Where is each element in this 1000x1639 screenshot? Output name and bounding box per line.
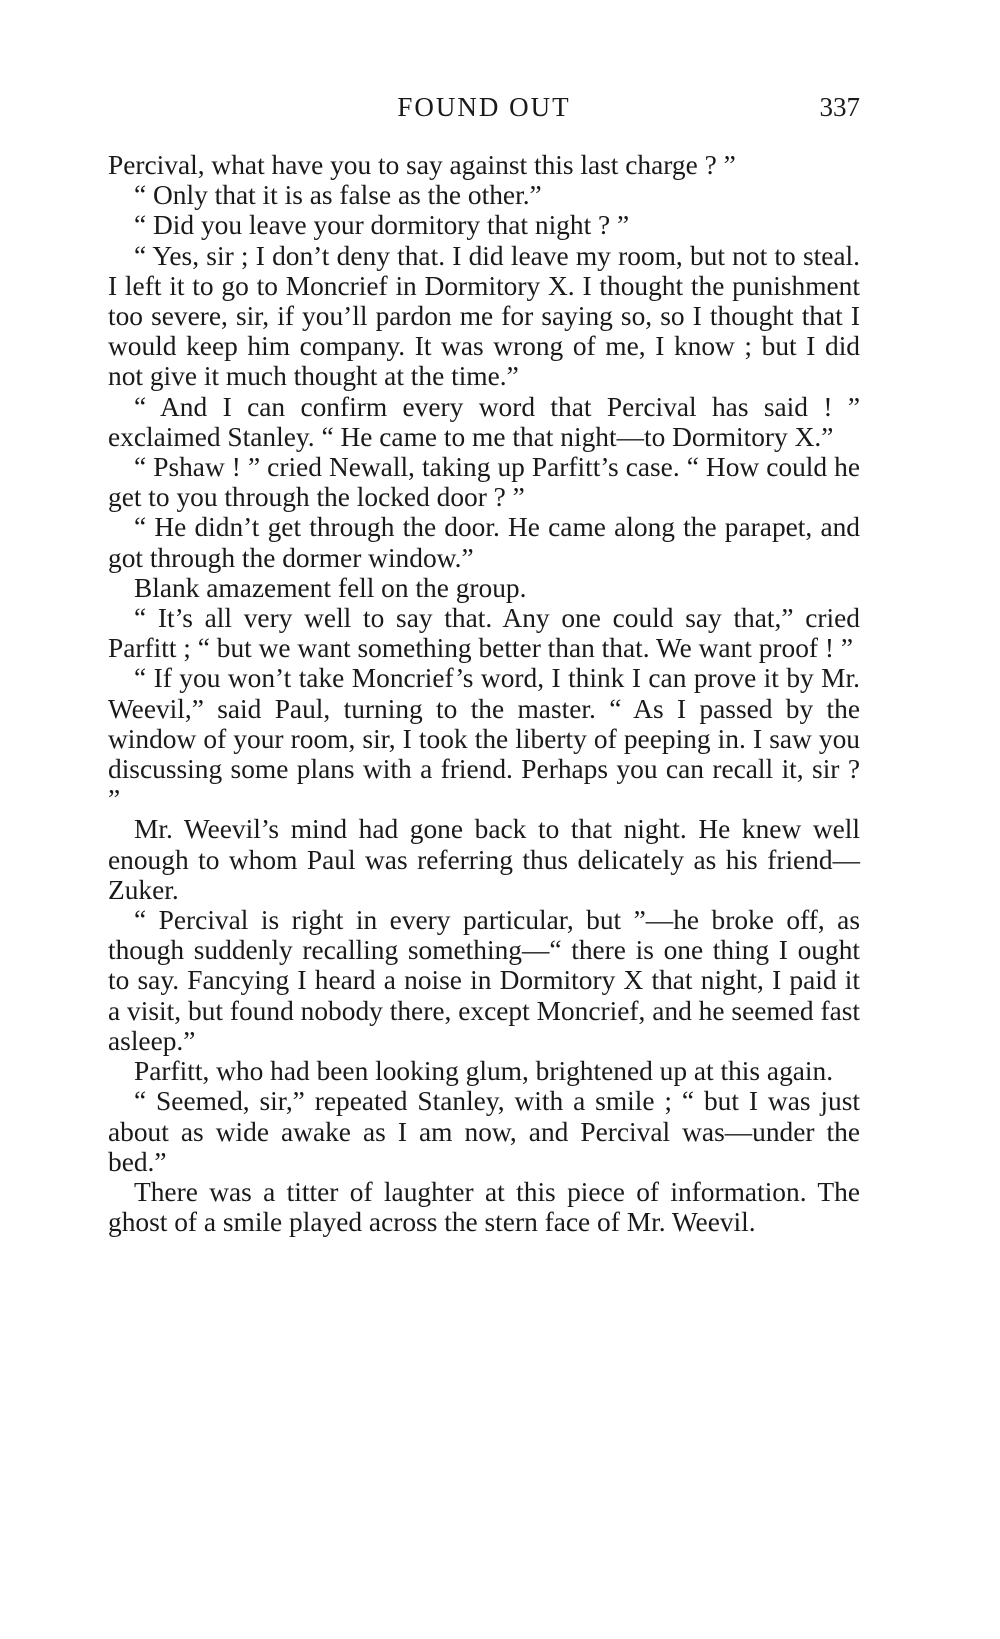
paragraph: “ Percival is right in every particular, but ”—he broke off, as though suddenly recalling something—“ there is one thing I ought to say. Fancying I heard a noise in Dormitory X that night, I paid it a visit, but found nobody there, except Moncrief, and he seemed fast asleep.” <box>108 905 860 1056</box>
paragraph: “ If you won’t take Moncrief’s word, I think I can prove it by Mr. Weevil,” said Paul, turning to the master. “ As I passed by the window of your room, sir, I took the liberty of peeping in. I saw you discussing some plans with a friend. Perhaps you can recall it, sir ? ” <box>108 663 860 815</box>
paragraph: “ Did you leave your dormitory that night ? ” <box>134 210 630 241</box>
body-text <box>108 150 860 1237</box>
paragraph: “ Pshaw ! ” cried Newall, taking up Parfitt’s case. “ How could he get to you through the locked door ? ” <box>108 452 860 513</box>
paragraph: “ Seemed, sir,” repeated Stanley, with a smile ; “ but I was just about as wide awake as I am now, and Percival was—under the bed.” <box>108 1086 860 1177</box>
running-head <box>108 92 860 136</box>
paragraph: “ It’s all very well to say that. Any one could say that,” cried Parfitt ; “ but we want something better than that. We want proof ! ” <box>108 603 860 664</box>
paragraph: “ And I can confirm every word that Percival has said ! ” exclaimed Stanley. “ He came to me that night—to Dormitory X.” <box>108 391 860 452</box>
paragraph: “ Yes, sir ; I don’t deny that. I did leave my room, but not to steal. I left it to go to Moncrief in Dormitory X. I thought the punishment too severe, sir, if you’ll pardon me for saying so, so I thought that I would keep him company. It was wrong of me, I know ; but I did not give it much thought at the time.” <box>108 240 860 392</box>
running-title: FOUND OUT <box>397 92 571 122</box>
paragraph: There was a titter of laughter at this piece of information. The ghost of a smile played across the stern face of Mr. Weevil. <box>108 1176 860 1238</box>
paragraph: “ He didn’t get through the door. He came along the parapet, and got through the dormer window.” <box>108 512 860 573</box>
paragraph: Parfitt, who had been looking glum, brightened up at this again. <box>134 1056 834 1087</box>
paragraph: “ Only that it is as false as the other.” <box>134 180 542 211</box>
paragraph: Blank amazement fell on the group. <box>134 572 527 603</box>
paragraph: Percival, what have you to say against this last charge ? ” <box>108 150 736 180</box>
page-number: 337 <box>819 92 860 122</box>
book-page <box>108 92 860 1237</box>
paragraph: Mr. Weevil’s mind had gone back to that night. He knew well enough to whom Paul was referring thus delicately as his friend—Zuker. <box>108 814 860 905</box>
